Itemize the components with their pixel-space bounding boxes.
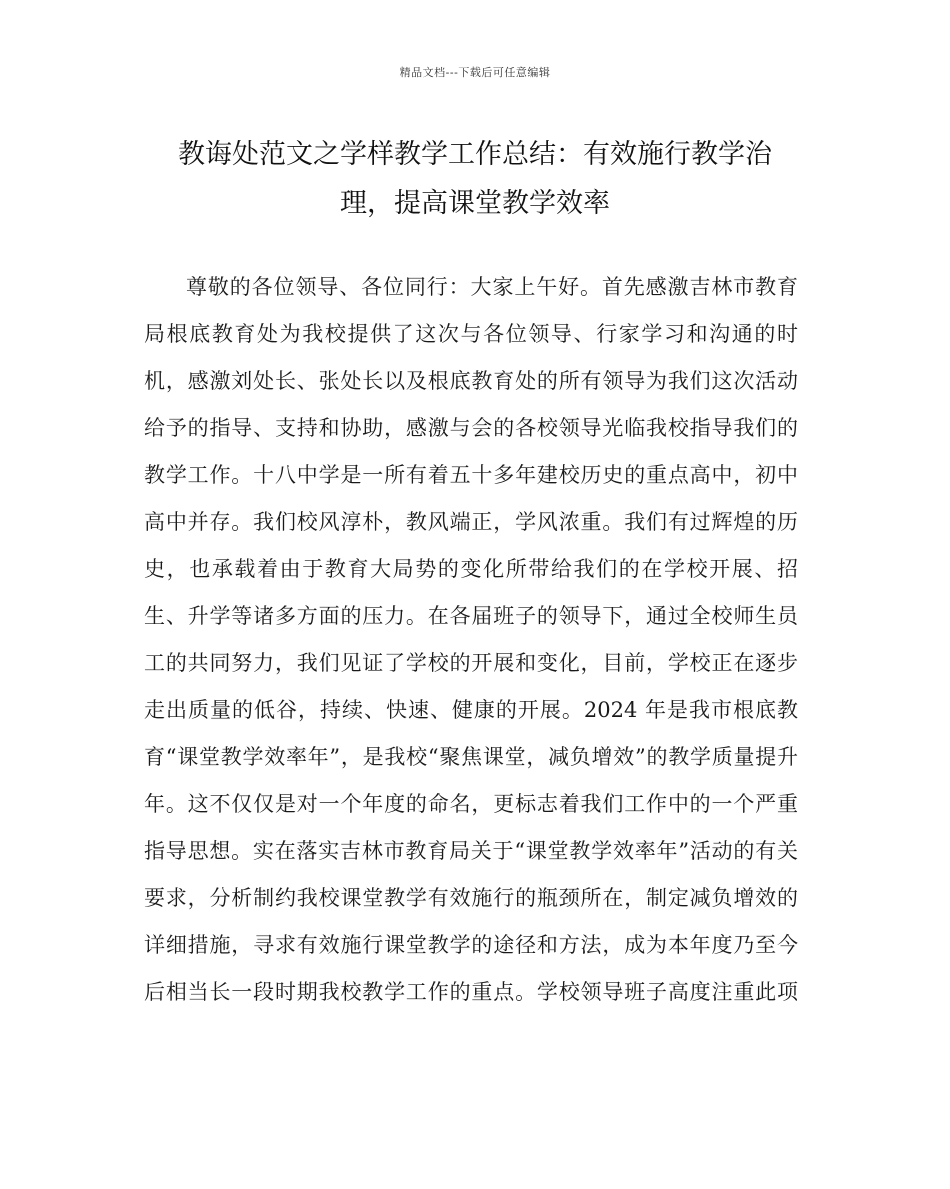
- body-line: 详细措施，寻求有效施行课堂教学的途径和方法，成为本年度乃至今: [144, 933, 798, 957]
- body-line: 给予的指导、支持和协助，感激与会的各校领导光临我校指导我们的: [144, 416, 798, 440]
- body-line: 机，感激刘处长、张处长以及根底教育处的所有领导为我们这次活动: [144, 369, 798, 393]
- body-line: 史，也承载着由于教育大局势的变化所带给我们的在学校开展、招: [144, 557, 798, 581]
- body-line: 育“课堂教学效率年”，是我校“聚焦课堂，减负增效”的教学质量提升: [144, 745, 798, 769]
- body-paragraph: [144, 264, 798, 1016]
- title-line-1: 教诲处范文之学样教学工作总结：有效施行教学治: [178, 139, 772, 170]
- body-line: 后相当长一段时期我校教学工作的重点。学校领导班子高度注重此项: [144, 980, 798, 1004]
- body-line: 教学工作。十八中学是一所有着五十多年建校历史的重点高中，初中: [144, 463, 798, 487]
- body-line: 要求，分析制约我校课堂教学有效施行的瓶颈所在，制定减负增效的: [144, 886, 798, 910]
- body-line: 尊敬的各位领导、各位同行：大家上午好。首先感激吉林市教育: [186, 275, 798, 299]
- body-line: 年。这不仅仅是对一个年度的命名，更标志着我们工作中的一个严重: [144, 792, 798, 816]
- header-note: 精品文档---下载后可任意编辑: [399, 66, 551, 79]
- title-line-2: 理，提高课堂教学效率: [340, 188, 610, 219]
- body-line: 工的共同努力，我们见证了学校的开展和变化，目前，学校正在逐步: [144, 651, 798, 675]
- body-line: 指导思想。实在落实吉林市教育局关于“课堂教学效率年”活动的有关: [144, 839, 798, 863]
- body-line: 走出质量的低谷，持续、快速、健康的开展。2024 年是我市根底教: [144, 698, 798, 722]
- body-line: 局根底教育处为我校提供了这次与各位领导、行家学习和沟通的时: [144, 322, 798, 346]
- document-title: [150, 130, 800, 228]
- body-line: 生、升学等诸多方面的压力。在各届班子的领导下，通过全校师生员: [144, 604, 798, 628]
- body-line: 高中并存。我们校风淳朴，教风端正，学风浓重。我们有过辉煌的历: [144, 510, 798, 534]
